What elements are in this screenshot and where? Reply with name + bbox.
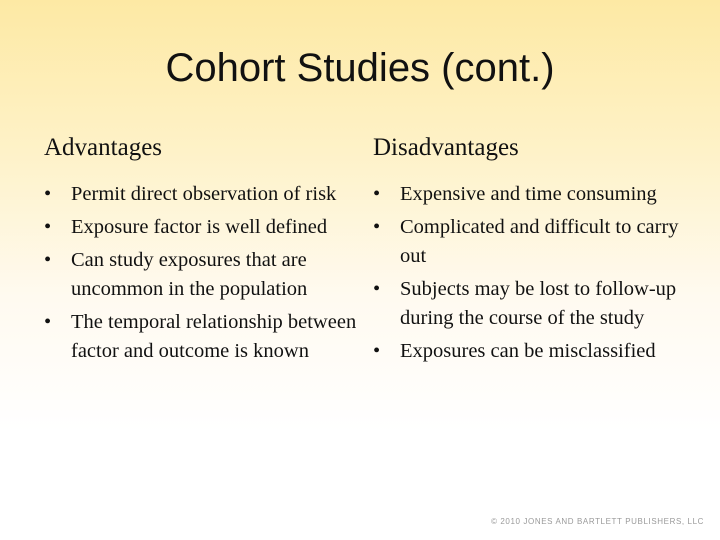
bullet-icon: • xyxy=(44,216,52,238)
list-item-text: Exposures can be misclassified xyxy=(400,340,656,362)
list-item xyxy=(373,213,693,271)
bullet-icon: • xyxy=(373,216,381,238)
disadvantages-heading: Disadvantages xyxy=(373,134,519,161)
list-item-text: Can study exposures that are uncommon in the population xyxy=(71,249,308,300)
list-item-text: The temporal relationship between factor and outcome is known xyxy=(71,311,357,362)
bullet-icon: • xyxy=(373,183,381,205)
list-item-text: Permit direct observation of risk xyxy=(71,183,337,205)
list-item xyxy=(373,180,693,209)
advantages-list xyxy=(44,180,362,366)
list-item-text: Exposure factor is well defined xyxy=(71,216,328,238)
bullet-icon: • xyxy=(373,278,381,300)
list-item xyxy=(44,246,362,304)
bullet-icon: • xyxy=(373,340,381,362)
list-item xyxy=(44,180,362,209)
bullet-icon: • xyxy=(44,183,52,205)
bullet-icon: • xyxy=(44,311,52,333)
disadvantages-list xyxy=(373,180,693,366)
slide-title: Cohort Studies (cont.) xyxy=(165,46,555,90)
advantages-heading: Advantages xyxy=(44,134,163,161)
list-item xyxy=(44,213,362,242)
list-item xyxy=(373,337,693,366)
list-item-text: Complicated and difficult to carry out xyxy=(400,216,679,267)
advantages-column xyxy=(44,132,362,370)
copyright-notice: © 2010 JONES AND BARTLETT PUBLISHERS, LLC xyxy=(491,517,704,526)
list-item xyxy=(373,275,693,333)
disadvantages-column xyxy=(373,132,693,370)
list-item xyxy=(44,308,362,366)
list-item-text: Subjects may be lost to follow-up during the course of the study xyxy=(400,278,677,329)
bullet-icon: • xyxy=(44,249,52,271)
list-item-text: Expensive and time consuming xyxy=(400,183,657,205)
